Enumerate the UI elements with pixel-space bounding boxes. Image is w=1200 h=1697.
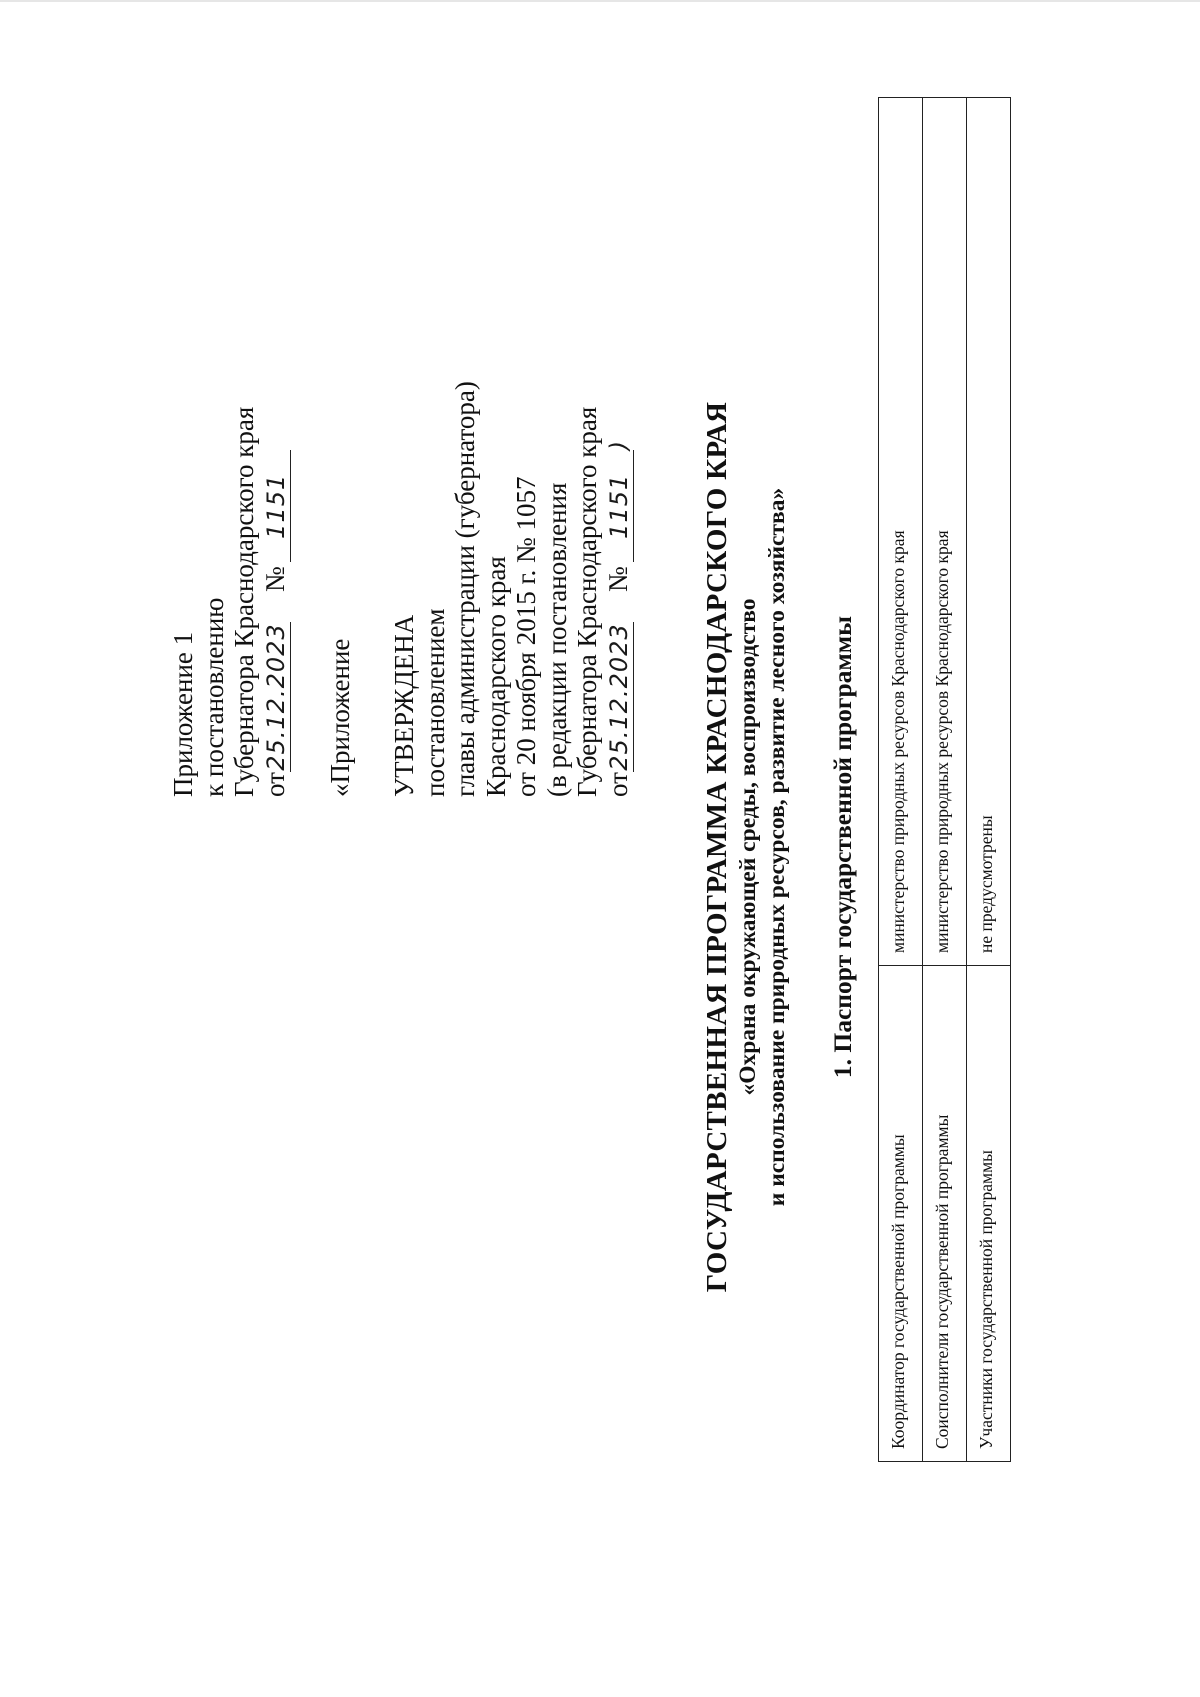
- approval-date-prefix: от: [602, 772, 633, 797]
- program-title-block: [700, 337, 792, 1357]
- approval-line-1: постановлением: [419, 608, 450, 797]
- passport-table: [878, 97, 1011, 1462]
- scan-edge: [0, 0, 1200, 2]
- table-row: [879, 98, 923, 1462]
- appendix-to-decree: к постановлению: [198, 597, 229, 797]
- row-label: Соисполнители государственной программы: [923, 966, 967, 1462]
- appendix-handwritten-number: 1151: [262, 450, 291, 562]
- appendix-number-sign: №: [259, 566, 290, 593]
- approval-line-3: Краснодарского края: [480, 556, 511, 797]
- approval-line-4: от 20 ноября 2015 г. № 1057: [511, 476, 541, 797]
- section-title: 1. Паспорт государственной программы: [828, 615, 857, 1079]
- program-title: ГОСУДАРСТВЕННАЯ ПРОГРАММА КРАСНОДАРСКОГО КРАЯ: [701, 401, 733, 1293]
- table-row: [923, 98, 967, 1462]
- approval-line-6: Губернатора Краснодарского края: [572, 406, 602, 797]
- row-value: не предусмотрены: [967, 98, 1011, 966]
- appendix-date-line: [260, 97, 291, 797]
- program-subtitle-line-1: «Охрана окружающей среды, воспроизводство: [735, 598, 761, 1096]
- program-subtitle-line-2: и использование природных ресурсов, развитие лесного хозяйства»: [764, 487, 790, 1207]
- appendix-date-prefix: от: [259, 772, 290, 797]
- approval-handwritten-date: 25.12.2023: [604, 623, 633, 771]
- row-label: Участники государственной программы: [967, 966, 1011, 1462]
- row-value: министерство природных ресурсов Краснодарского края: [879, 98, 923, 966]
- approval-number-sign: №: [602, 566, 633, 593]
- table-row: [967, 98, 1011, 1462]
- row-label: Координатор государственной программы: [879, 966, 923, 1462]
- appendix-block: [168, 97, 634, 797]
- approval-line-2: главы администрации (губернатора): [450, 381, 480, 797]
- appendix-governor: Губернатора Краснодарского края: [229, 406, 259, 797]
- approval-heading: УТВЕРЖДЕНА: [389, 614, 419, 797]
- approval-quote-open: «Приложение: [324, 638, 355, 797]
- approval-closing-paren: ): [604, 439, 633, 451]
- approval-date-line: [603, 97, 634, 797]
- appendix-title: Приложение 1: [168, 631, 198, 797]
- approval-handwritten-number: 1151: [605, 450, 634, 562]
- row-value: министерство природных ресурсов Краснодарского края: [923, 98, 967, 966]
- approval-line-5: (в редакции постановления: [541, 482, 572, 797]
- appendix-handwritten-date: 25.12.2023: [261, 623, 290, 771]
